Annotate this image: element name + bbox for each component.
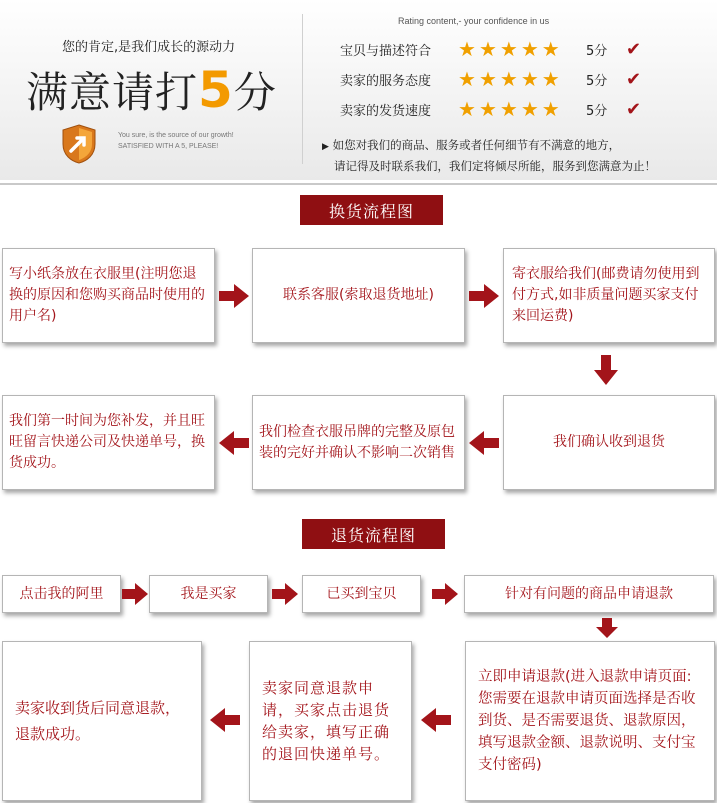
checkmark-icon: ✔ — [626, 98, 642, 120]
refund-step-3: 已买到宝贝 — [302, 575, 421, 613]
refund-step-5: 立即申请退款(进入退款申请页面:您需要在退款申请页面选择是否收到货、是否需要退货、退款原因，填写退款金额、退款说明、支付宝支付密码) — [465, 641, 715, 801]
english-line-1: You sure, is the source of our growth! — [118, 132, 234, 139]
star-icon: ★ — [499, 67, 518, 91]
star-icon: ★ — [520, 37, 539, 61]
star-icon: ★ — [520, 67, 539, 91]
headline-suffix: 分 — [233, 68, 277, 117]
shield-arrow-icon — [62, 124, 96, 164]
note-line-1: 如您对我们的商品、服务或者任何细节有不满意的地方， — [332, 138, 621, 152]
rating-row — [340, 37, 641, 61]
banner-note — [322, 136, 656, 176]
arrow-down-icon — [594, 355, 618, 385]
exchange-step-4: 我们确认收到退货 — [503, 395, 715, 490]
exchange-title: 换货流程图 — [300, 195, 443, 225]
star-icon: ★ — [520, 97, 539, 121]
star-icon: ★ — [499, 37, 518, 61]
refund-step-7: 卖家收到货后同意退款，退款成功。 — [2, 641, 202, 801]
rating-score: 5分 — [586, 43, 608, 59]
arrow-right-icon — [432, 583, 458, 605]
arrow-left-icon — [421, 708, 451, 732]
exchange-step-3: 寄衣服给我们(邮费请勿使用到付方式,如非质量问题买家支付来回运费) — [503, 248, 715, 343]
banner-headline — [26, 60, 277, 120]
rating-score: 5分 — [586, 73, 608, 89]
rating-stars — [458, 99, 586, 119]
star-icon: ★ — [541, 67, 560, 91]
banner-divider — [0, 183, 717, 185]
rating-row — [340, 67, 641, 91]
star-icon: ★ — [478, 67, 497, 91]
arrow-right-icon — [219, 284, 249, 308]
rating-label: 卖家的服务态度 — [340, 73, 432, 89]
star-icon: ★ — [499, 97, 518, 121]
note-line-2: 请记得及时联系我们，我们定将倾尽所能，服务到您满意为止！ — [334, 159, 656, 173]
banner-slogan: 您的肯定,是我们成长的源动力 — [62, 40, 236, 55]
star-icon: ★ — [458, 37, 476, 61]
refund-step-6: 卖家同意退款申请，买家点击退货给卖家，填写正确的退回快递单号。 — [249, 641, 412, 801]
arrow-right-icon — [272, 583, 298, 605]
star-icon: ★ — [458, 67, 476, 91]
refund-step-4: 针对有问题的商品申请退款 — [464, 575, 714, 613]
checkmark-icon: ✔ — [626, 38, 642, 60]
triangle-bullet-icon: ▶ — [322, 142, 329, 152]
headline-text: 满意请打 — [26, 68, 199, 117]
arrow-right-icon — [122, 583, 148, 605]
rating-score: 5分 — [586, 103, 608, 119]
headline-number: 5 — [198, 61, 234, 119]
refund-title: 退货流程图 — [302, 519, 445, 549]
rating-stars — [458, 39, 586, 59]
star-icon: ★ — [478, 97, 497, 121]
checkmark-icon: ✔ — [626, 68, 642, 90]
arrow-left-icon — [469, 431, 499, 455]
rating-row — [340, 97, 641, 121]
star-icon: ★ — [478, 37, 497, 61]
refund-step-1: 点击我的阿里 — [2, 575, 121, 613]
exchange-step-6: 我们第一时间为您补发，并且旺旺留言快递公司及快递单号，换货成功。 — [2, 395, 215, 490]
arrow-left-icon — [210, 708, 240, 732]
exchange-step-1: 写小纸条放在衣服里(注明您退换的原因和您购买商品时使用的用户名) — [2, 248, 215, 343]
english-line-2: SATISFIED WITH A 5, PLEASE! — [118, 143, 219, 150]
arrow-down-icon — [596, 618, 618, 638]
rating-label: 卖家的发货速度 — [340, 103, 432, 119]
banner-english-text — [118, 130, 234, 152]
arrow-left-icon — [219, 431, 249, 455]
rating-title: Rating content,- your confidence in us — [398, 16, 550, 26]
banner-vertical-divider — [302, 14, 303, 164]
rating-stars — [458, 69, 586, 89]
refund-step-2: 我是买家 — [149, 575, 268, 613]
exchange-step-2: 联系客服(索取退货地址) — [252, 248, 465, 343]
star-icon: ★ — [458, 97, 476, 121]
star-icon: ★ — [541, 97, 560, 121]
star-icon: ★ — [541, 37, 560, 61]
rating-label: 宝贝与描述符合 — [340, 43, 432, 59]
arrow-right-icon — [469, 284, 499, 308]
exchange-step-5: 我们检查衣服吊牌的完整及原包装的完好并确认不影响二次销售 — [252, 395, 465, 490]
